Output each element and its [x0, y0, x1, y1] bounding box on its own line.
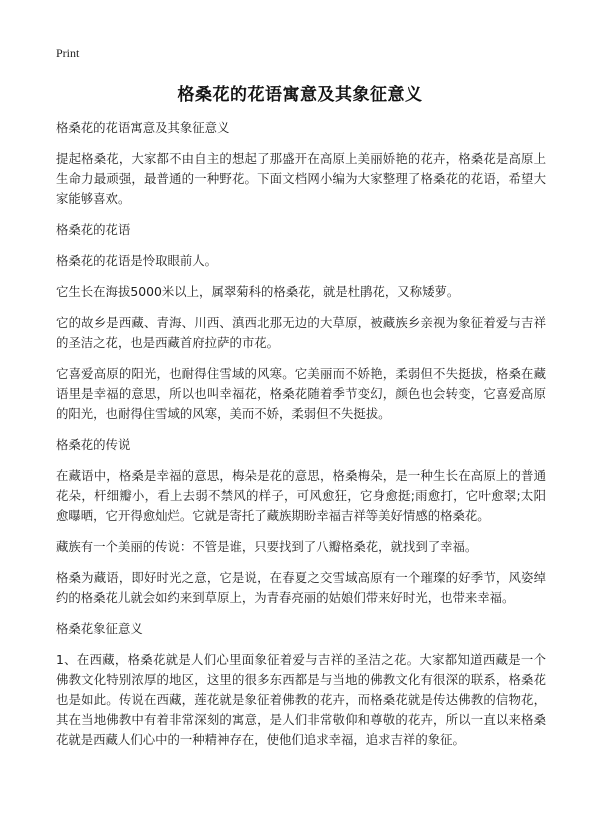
- paragraph: 它的故乡是西藏、青海、川西、滇西北那无边的大草原，被藏族乡亲视为象征着爱与吉祥的圣洁之花，也是西藏首府拉萨的市花。: [56, 315, 546, 350]
- document-body: [56, 118, 546, 761]
- paragraph: 格桑花的花语是怜取眼前人。: [56, 253, 218, 268]
- page-title: 格桑花的花语寓意及其象征意义: [177, 85, 423, 105]
- paragraph: 它生长在海拔5000米以上，属翠菊科的格桑花，就是杜鹃花，又称矮萝。: [56, 284, 460, 299]
- section-heading: 格桑花的花语寓意及其象征意义: [56, 120, 230, 135]
- paragraph: 提起格桑花，大家都不由自主的想起了那盛开在高原上美丽娇艳的花卉，格桑花是高原上生命力最顽强，最普通的一种野花。下面文档网小编为大家整理了格桑花的花语，希望大家能够喜欢。: [56, 151, 546, 206]
- section-heading: 格桑花象征意义: [56, 621, 143, 636]
- paragraph: 在藏语中，格桑是幸福的意思，梅朵是花的意思，格桑梅朵，是一种生长在高原上的普通花朵，杆细瓣小，看上去弱不禁风的样子，可风愈狂，它身愈挺;雨愈打，它叶愈翠;太阳愈曝晒，它开得愈灿烂。它就是寄托了藏族期盼幸福吉祥等美好情感的格桑花。: [56, 468, 546, 523]
- print-label: Print: [56, 46, 80, 60]
- section-heading: 格桑花的传说: [56, 437, 131, 452]
- paragraph: 格桑为藏语，即好时光之意，它是说，在春夏之交雪域高原有一个璀璨的好季节，风姿绰约的格桑花儿就会如约来到草原上，为青春亮丽的姑娘们带来好时光，也带来幸福。: [56, 570, 546, 605]
- paragraph: 1、在西藏，格桑花就是人们心里面象征着爱与吉祥的圣洁之花。大家都知道西藏是一个佛教文化特别浓厚的地区，这里的很多东西都是与当地的佛教文化有很深的联系，格桑花也是如此。传说在西藏，莲花就是象征着佛教的花卉，而格桑花就是传达佛教的信物花，其在当地佛教中有着非常深刻的寓意，是人们非常敬仰和尊敬的花卉，所以一直以来格桑花就是西藏人们心中的一种精神存在，使他们追求幸福，追求吉祥的象征。: [56, 652, 546, 747]
- paragraph: 它喜爱高原的阳光，也耐得住雪域的风寒。它美丽而不娇艳，柔弱但不失挺拔，格桑在藏语里是幸福的意思，所以也叫幸福花，格桑花随着季节变幻，颜色也会转变，它喜爱高原的阳光，也耐得住雪域的风寒，美而不娇，柔弱但不失挺拔。: [56, 366, 546, 421]
- section-heading: 格桑花的花语: [56, 222, 131, 237]
- paragraph: 藏族有一个美丽的传说：不管是谁，只要找到了八瓣格桑花，就找到了幸福。: [56, 539, 478, 554]
